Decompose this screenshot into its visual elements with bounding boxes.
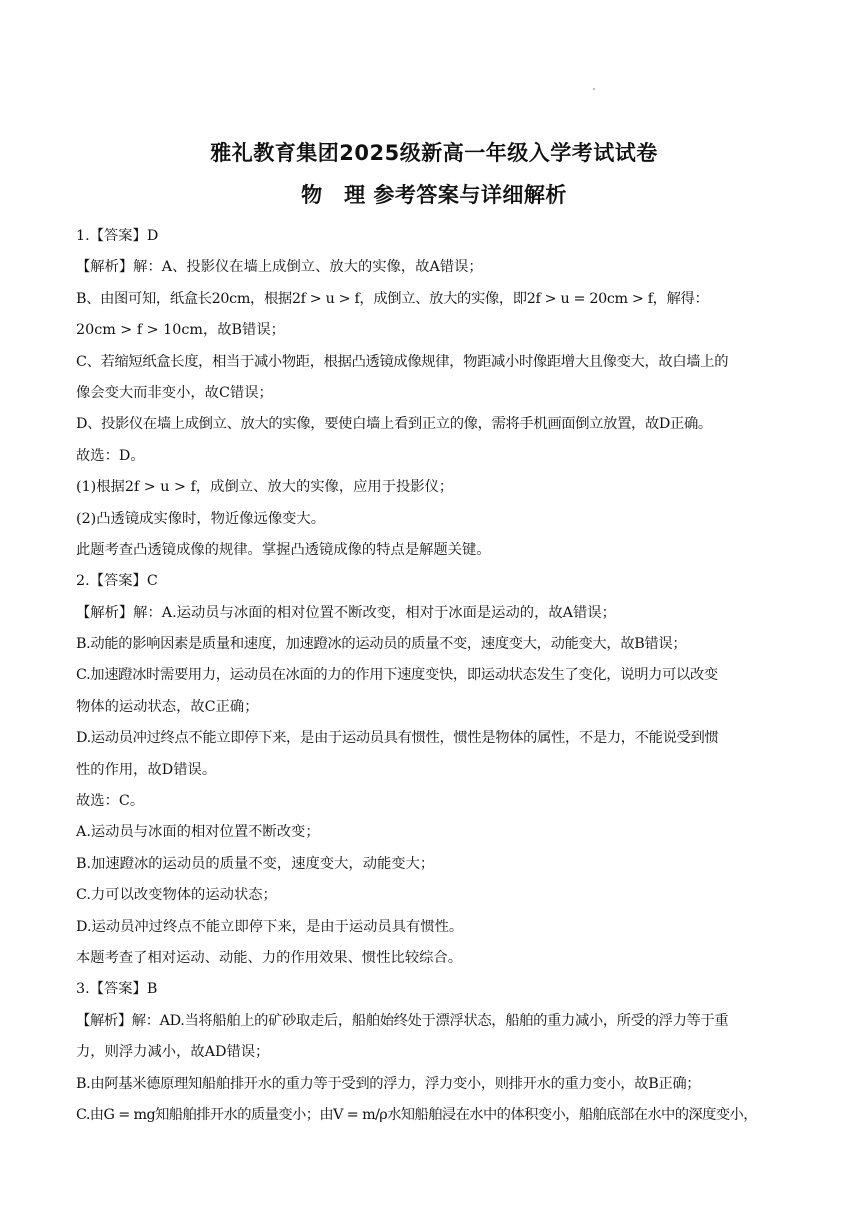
q1-summary: 此题考查凸透镜成像的规律。掌握凸透镜成像的特点是解题关键。 <box>76 541 491 558</box>
q2-summary: 本题考查了相对运动、动能、力的作用效果、惯性比较综合。 <box>76 949 463 966</box>
q3-analysis-ad-cont: 力，则浮力减小，故AD错误； <box>76 1044 270 1061</box>
q3-analysis-ad: 【解析】解：AD.当将船舶上的矿砂取走后，船舶始终处于漂浮状态，船舶的重力减小，所受的浮力等于重 <box>76 1012 729 1029</box>
document-title: 雅礼教育集团2025级新高一年级入学考试试卷 <box>210 141 658 165</box>
q3-analysis-b: B.由阿基米德原理知船舶排开水的重力等于受到的浮力，浮力变小，则排开水的重力变小，故B正确； <box>76 1075 701 1092</box>
q1-answer: 1.【答案】D <box>76 228 159 244</box>
q1-analysis-a: 【解析】解：A、投影仪在墙上成倒立、放大的实像，故A错误； <box>76 259 483 276</box>
q3-analysis-c: C.由G = mg知船舶排开水的质量变小；由V = m/ρ水知船舶浸在水中的体积变小，船舶底部在水中的深度变小， <box>76 1106 757 1123</box>
q1-analysis-c-cont: 像会变大而非变小，故C错误； <box>76 384 273 401</box>
q1-analysis-b: B、由图可知，纸盒长20cm，根据2f > u > f，成倒立、放大的实像，即2f > u = 20cm > f，解得： <box>76 290 709 307</box>
q2-point-c: C.力可以改变物体的运动状态； <box>76 887 277 904</box>
scan-speck <box>593 88 595 90</box>
q2-analysis-d: D.运动员冲过终点不能立即停下来，是由于运动员具有惯性，惯性是物体的属性，不是力，不能说受到惯 <box>76 730 719 747</box>
q2-analysis-c-cont: 物体的运动状态，故C正确； <box>76 698 259 715</box>
q1-point-2: (2)凸透镜成实像时，物近像远像变大。 <box>76 510 325 527</box>
q1-analysis-c: C、若缩短纸盒长度，相当于减小物距，根据凸透镜成像规律，物距减小时像距增大且像变大，故白墙上的 <box>76 353 729 370</box>
q2-point-d: D.运动员冲过终点不能立即停下来，是由于运动员具有惯性。 <box>76 918 464 935</box>
q1-choice: 故选：D。 <box>76 447 145 464</box>
q2-analysis-c: C.加速蹬冰时需要用力，运动员在冰面的力的作用下速度变快，即运动状态发生了变化，说明力可以改变 <box>76 667 718 684</box>
q2-choice: 故选：C。 <box>76 793 145 810</box>
q2-analysis-a: 【解析】解：A.运动员与冰面的相对位置不断改变，相对于冰面是运动的，故A错误； <box>76 604 616 621</box>
q1-analysis-b-cont: 20cm > f > 10cm，故B错误； <box>76 322 285 339</box>
q2-point-b: B.加速蹬冰的运动员的质量不变，速度变大，动能变大； <box>76 855 435 872</box>
q2-answer: 2.【答案】C <box>76 573 158 590</box>
q2-point-a: A.运动员与冰面的相对位置不断改变； <box>76 824 320 841</box>
q2-analysis-b: B.动能的影响因素是质量和速度，加速蹬冰的运动员的质量不变，速度变大，动能变大，故B错误； <box>76 636 687 653</box>
q1-point-1: (1)根据2f > u > f，成倒立、放大的实像，应用于投影仪； <box>76 479 454 496</box>
document-subtitle: 物 理 参考答案与详细解析 <box>301 183 567 207</box>
q2-analysis-d-cont: 性的作用，故D错误。 <box>76 761 217 778</box>
q3-answer: 3.【答案】B <box>76 981 158 998</box>
answer-body <box>76 221 796 1131</box>
q1-analysis-d: D、投影仪在墙上成倒立、放大的实像，要使白墙上看到正立的像，需将手机画面倒立放置，故D正确。 <box>76 416 712 433</box>
